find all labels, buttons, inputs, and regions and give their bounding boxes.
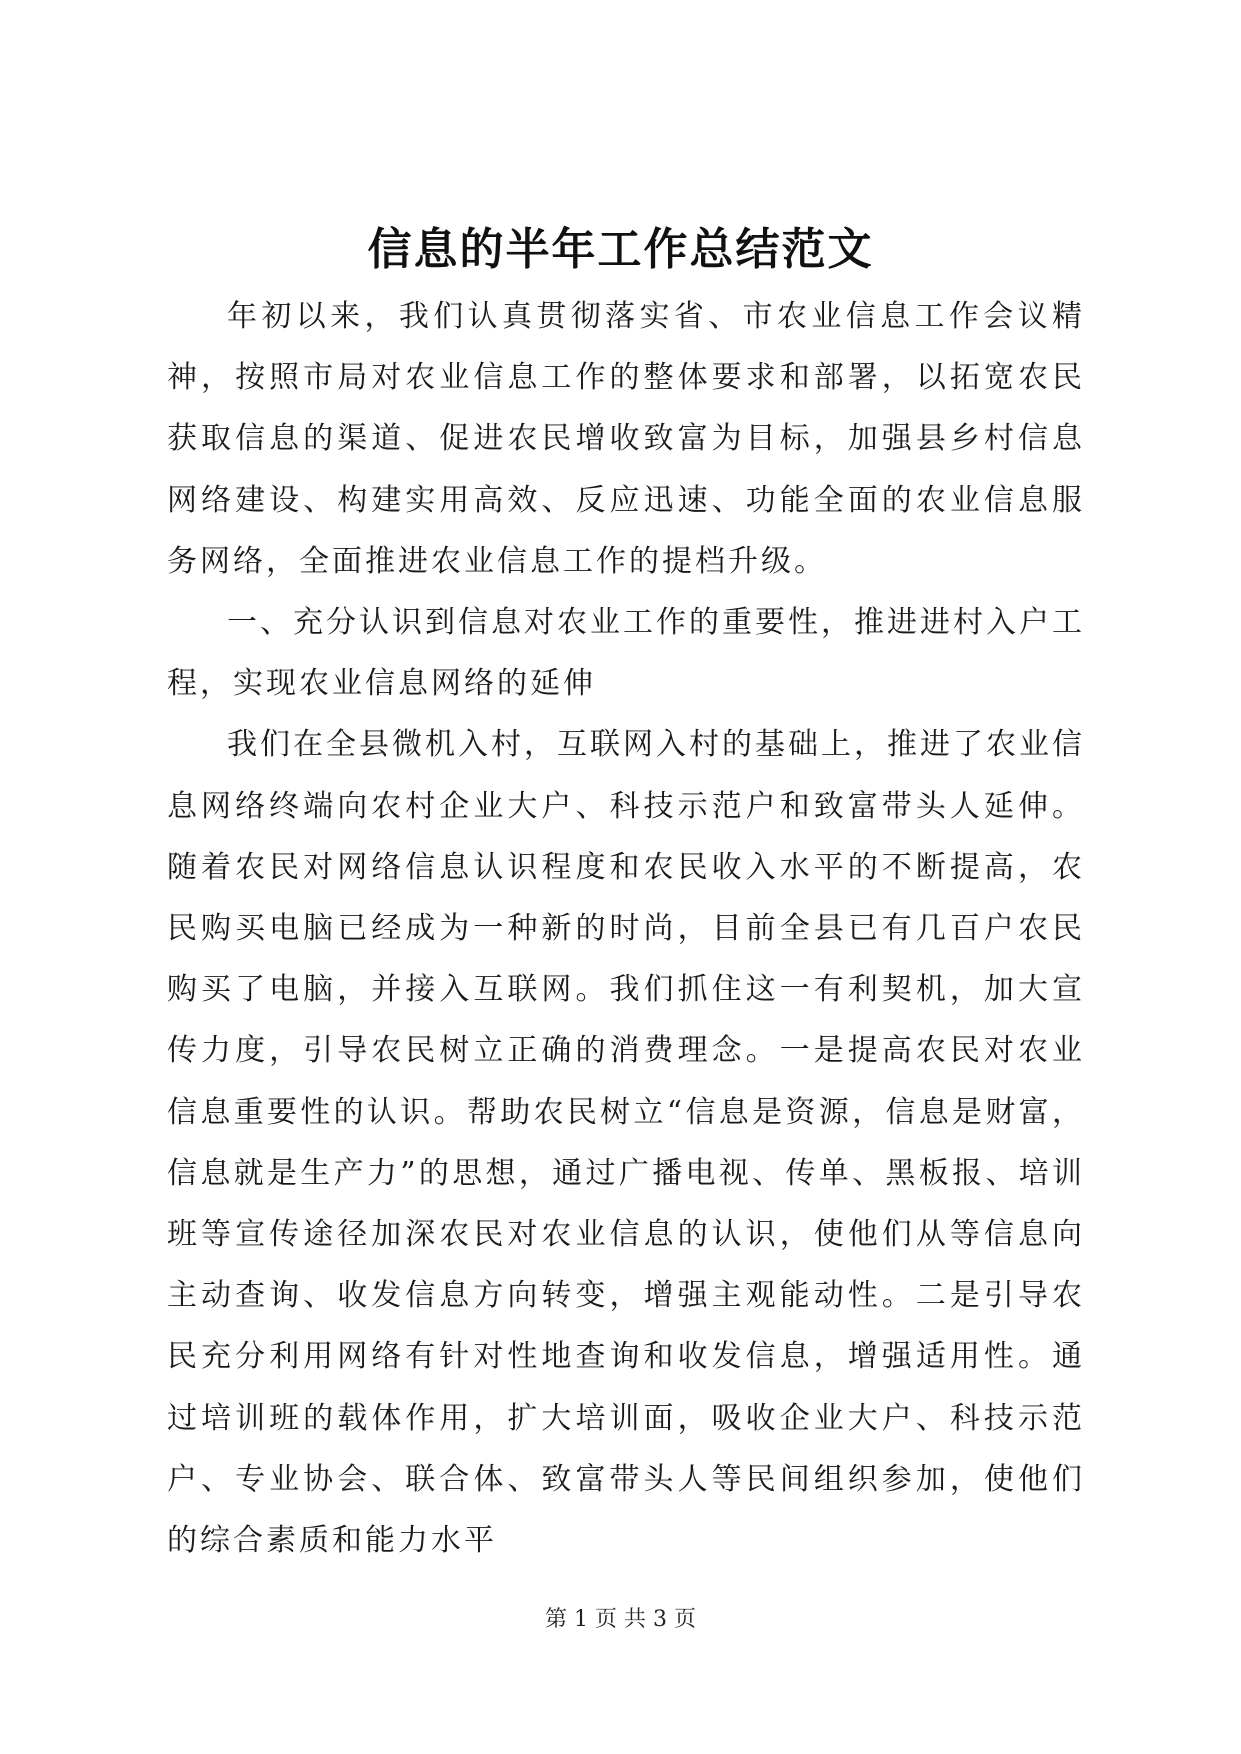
paragraph-intro: 年初以来，我们认真贯彻落实省、市农业信息工作会议精神，按照市局对农业信息工作的整体要求和部署，以拓宽农民获取信息的渠道、促进农民增收致富为目标，加强县乡村信息网络建设、构建实用高效、反应迅速、功能全面的农业信息服务网络，全面推进农业信息工作的提档升级。 <box>167 299 1085 579</box>
page-footer: 第 1 页 共 3 页 <box>545 1607 696 1632</box>
paragraph-section-heading: 一、充分认识到信息对农业工作的重要性，推进进村入户工程，实现农业信息网络的延伸 <box>167 605 1085 702</box>
document-body <box>167 286 1085 1571</box>
paragraph-body: 我们在全县微机入村，互联网入村的基础上，推进了农业信息网络终端向农村企业大户、科技示范户和致富带头人延伸。随着农民对网络信息认识程度和农民收入水平的不断提高，农民购买电脑已经成为一种新的时尚，目前全县已有几百户农民购买了电脑，并接入互联网。我们抓住这一有利契机，加大宣传力度，引导农民树立正确的消费理念。一是提高农民对农业信息重要性的认识。帮助农民树立“信息是资源，信息是财富，信息就是生产力”的思想，通过广播电视、传单、黑板报、培训班等宣传途径加深农民对农业信息的认识，使他们从等信息向主动查询、收发信息方向转变，增强主观能动性。二是引导农民充分利用网络有针对性地查询和收发信息，增强适用性。通过培训班的载体作用，扩大培训面，吸收企业大户、科技示范户、专业协会、联合体、致富带头人等民间组织参加，使他们的综合素质和能力水平 <box>167 727 1085 1559</box>
document-title: 信息的半年工作总结范文 <box>367 224 874 275</box>
